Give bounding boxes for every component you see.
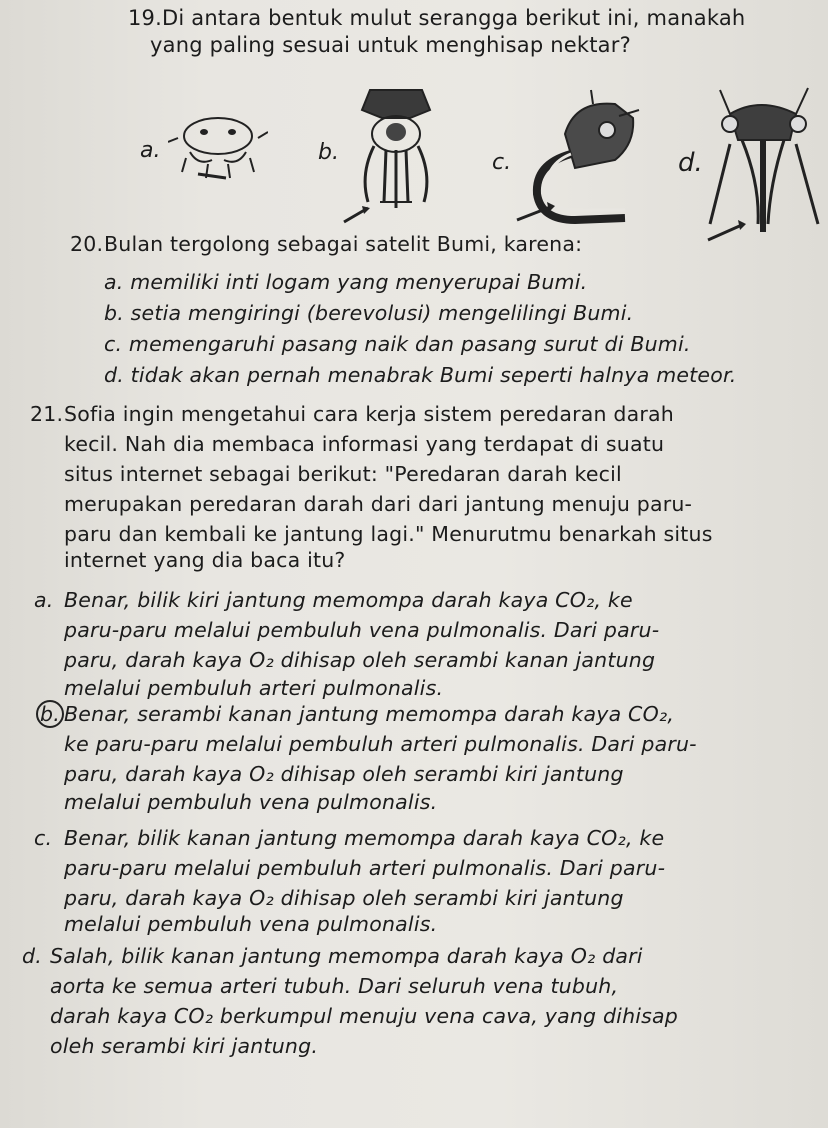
option-text: memengaruhi pasang naik dan pasang surut di Bumi. [128, 332, 691, 356]
q20-number: 20. [70, 232, 104, 256]
q21-option-c-label[interactable]: c. [34, 826, 53, 850]
q20-option-c[interactable] [104, 332, 691, 356]
q21-stem-line: kecil. Nah dia membaca informasi yang terdapat di suatu [64, 432, 665, 456]
q21-option-b-line: ke paru-paru melalui pembuluh arteri pulmonalis. Dari paru- [64, 732, 697, 756]
q20-option-b[interactable] [104, 301, 633, 325]
q21-option-c-line: paru-paru melalui pembuluh arteri pulmonalis. Dari paru- [64, 856, 666, 880]
option-text: tidak akan pernah menabrak Bumi seperti halnya meteor. [130, 363, 737, 387]
q21-option-a-line: melalui pembuluh arteri pulmonalis. [64, 676, 444, 700]
option-label: c. [104, 332, 123, 356]
q21-option-b-line: paru, darah kaya O₂ dihisap oleh serambi kiri jantung [64, 762, 624, 786]
piercing-mouthpart-icon[interactable] [700, 84, 828, 244]
q21-option-d-line: oleh serambi kiri jantung. [50, 1034, 319, 1058]
q21-option-b-line: Benar, serambi kanan jantung memompa darah kaya CO₂, [64, 702, 675, 726]
option-text: setia mengiringi (berevolusi) mengelilingi Bumi. [130, 301, 634, 325]
q19-stem-line-1: Di antara bentuk mulut serangga berikut ini, manakah [162, 6, 746, 30]
q21-stem-line: situs internet sebagai berikut: "Peredaran darah kecil [64, 462, 622, 486]
q21-option-d-line: aorta ke semua arteri tubuh. Dari seluruh vena tubuh, [50, 974, 619, 998]
option-label: d. [104, 363, 124, 387]
q20-stem: Bulan tergolong sebagai satelit Bumi, karena: [104, 232, 583, 256]
option-text: memiliki inti logam yang menyerupai Bumi. [130, 270, 588, 294]
q19-option-c-label[interactable]: c. [492, 150, 512, 175]
chewing-mouthpart-icon[interactable] [168, 108, 268, 190]
q21-option-d-line: Salah, bilik kanan jantung memompa darah kaya O₂ dari [50, 944, 643, 968]
option-label: b. [104, 301, 124, 325]
q21-stem-line: merupakan peredaran darah dari dari jantung menuju paru- [64, 492, 693, 516]
proboscis-mouthpart-icon[interactable] [340, 84, 452, 230]
q21-option-c-line: Benar, bilik kanan jantung memompa darah kaya CO₂, ke [64, 826, 665, 850]
q21-option-d-label[interactable]: d. [22, 944, 42, 968]
q21-stem-line: internet yang dia baca itu? [64, 548, 346, 572]
q21-option-c-line: paru, darah kaya O₂ dihisap oleh serambi kiri jantung [64, 886, 624, 910]
q21-number: 21. [30, 402, 64, 426]
q21-option-c-line: melalui pembuluh vena pulmonalis. [64, 912, 438, 936]
q21-option-a-label[interactable]: a. [34, 588, 54, 612]
q21-option-a-line: Benar, bilik kiri jantung memompa darah kaya CO₂, ke [64, 588, 633, 612]
q21-option-a-line: paru, darah kaya O₂ dihisap oleh serambi kanan jantung [64, 648, 656, 672]
q19-option-a-label[interactable]: a. [140, 138, 161, 163]
q21-option-b-line: melalui pembuluh vena pulmonalis. [64, 790, 438, 814]
q21-stem-line: paru dan kembali ke jantung lagi." Menurutmu benarkah situs [64, 522, 713, 546]
q21-stem-line: Sofia ingin mengetahui cara kerja sistem peredaran darah [64, 402, 674, 426]
q20-option-d[interactable] [104, 363, 736, 387]
q19-stem-line-2: yang paling sesuai untuk menghisap nektar? [150, 33, 631, 57]
q19-option-d-label[interactable]: d. [678, 148, 703, 178]
q19-number: 19. [128, 6, 162, 30]
q21-option-a-line: paru-paru melalui pembuluh vena pulmonalis. Dari paru- [64, 618, 660, 642]
coiled-proboscis-icon[interactable] [515, 84, 645, 230]
q20-option-a[interactable] [104, 270, 587, 294]
q21-option-d-line: darah kaya CO₂ berkumpul menuju vena cava, yang dihisap [50, 1004, 679, 1028]
q19-option-b-label[interactable]: b. [318, 140, 339, 165]
option-label: a. [104, 270, 124, 294]
q21-option-b-label[interactable]: b. [40, 702, 60, 726]
